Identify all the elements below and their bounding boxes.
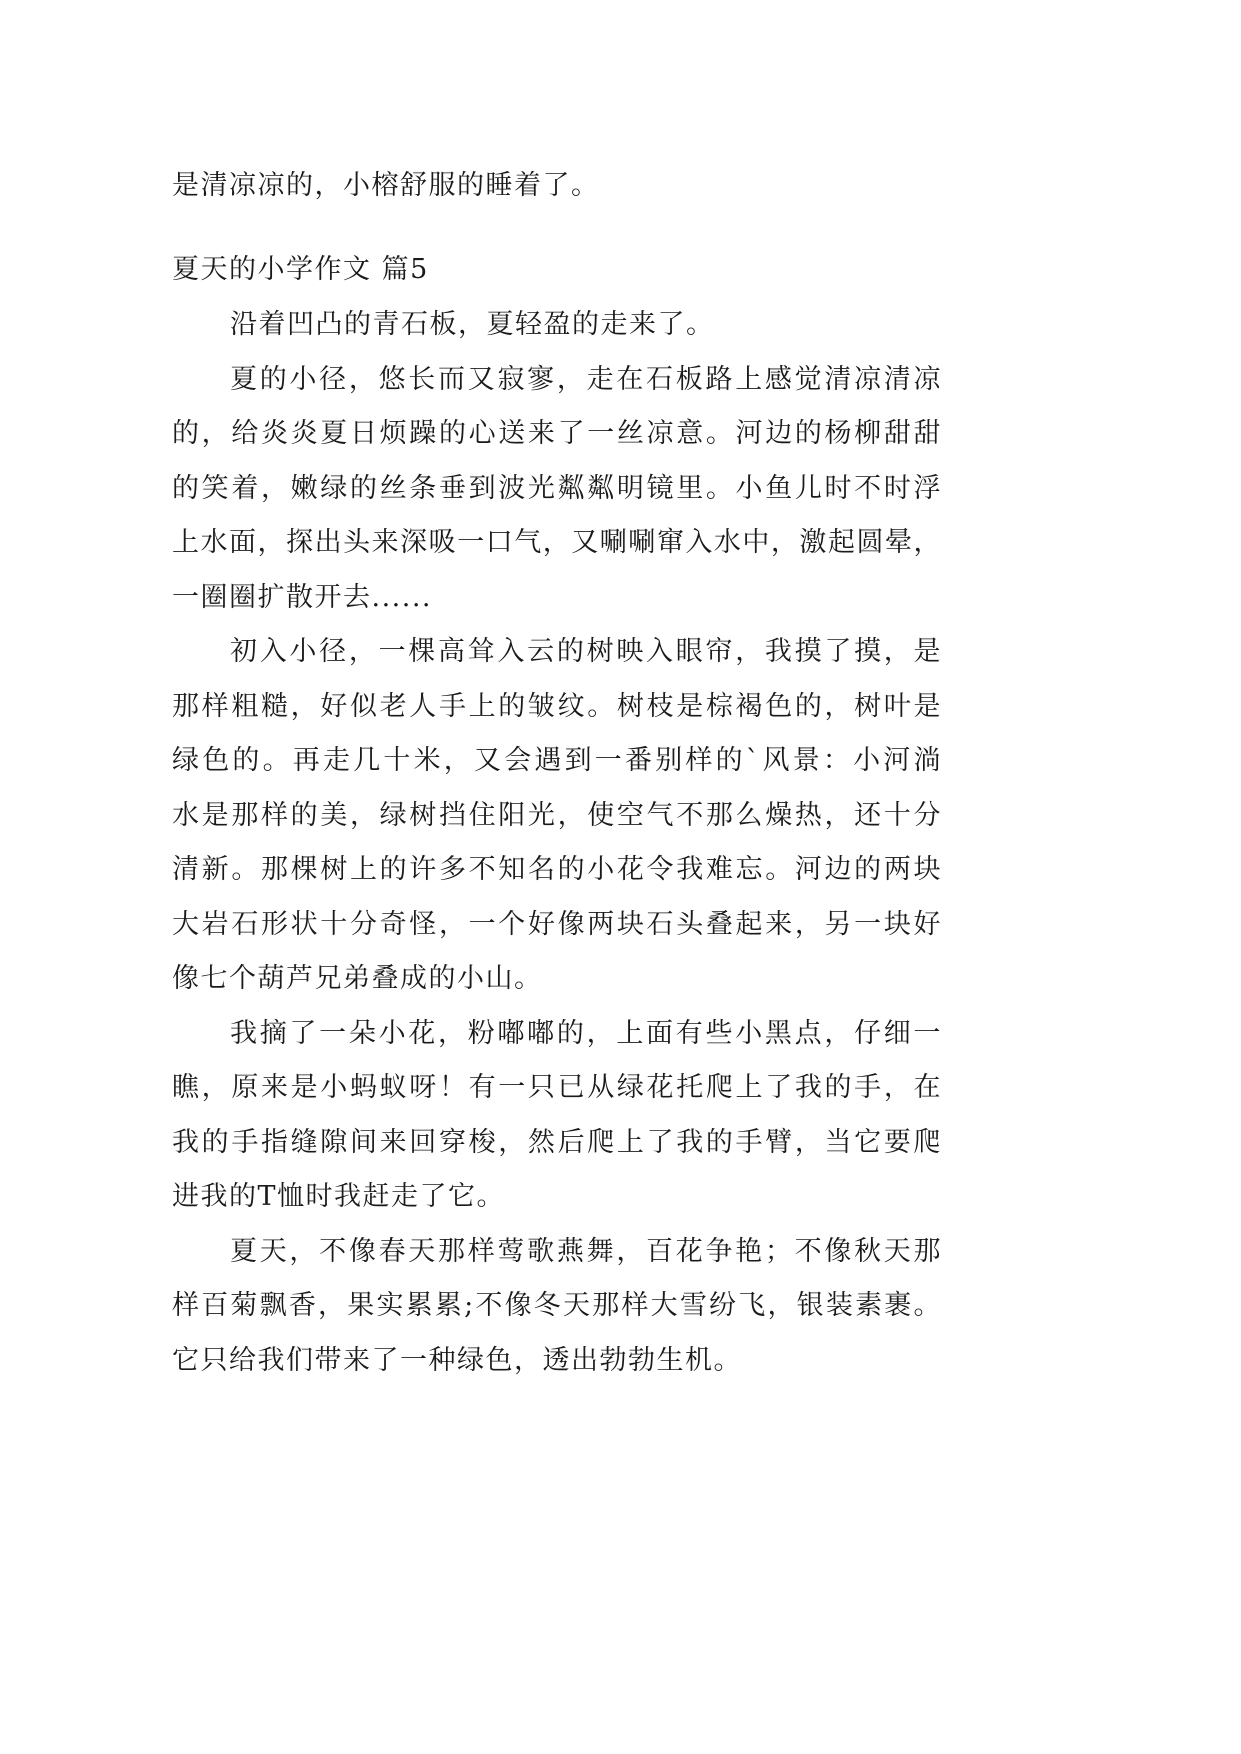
text-line: 一圈圈扩散开去...... [172, 581, 432, 613]
section-heading: 夏天的小学作文 篇5 [172, 254, 429, 285]
text-line: 那样粗糙，好似老人手上的皱纹。树枝是棕褐色的，树叶是 [172, 690, 942, 722]
text-line: 大岩石形状十分奇怪，一个好像两块石头叠起来，另一块好 [172, 908, 942, 940]
text-line: 的，给炎炎夏日烦躁的心送来了一丝凉意。河边的杨柳甜甜 [172, 418, 942, 449]
text-line: 我的手指缝隙间来回穿梭，然后爬上了我的手臂，当它要爬 [172, 1126, 942, 1158]
paragraph [172, 298, 942, 353]
paragraph [172, 353, 942, 626]
text-line: 清新。那棵树上的许多不知名的小花令我难忘。河边的两块 [172, 854, 942, 885]
text-line: 夏的小径，悠长而又寂寥，走在石板路上感觉清凉清凉 [230, 363, 942, 395]
text-line: 夏天，不像春天那样莺歌燕舞，百花争艳；不像秋天那 [230, 1235, 942, 1267]
text-line: 上水面，探出头来深吸一口气，又唰唰窜入水中，激起圆晕， [172, 527, 942, 558]
paragraph [172, 1007, 942, 1225]
text-line: 瞧，原来是小蚂蚁呀！有一只已从绿花托爬上了我的手，在 [172, 1072, 942, 1103]
text-line: 水是那样的美，绿树挡住阳光，使空气不那么燥热，还十分 [172, 799, 942, 831]
text-line: 初入小径，一棵高耸入云的树映入眼帘，我摸了摸，是 [230, 636, 942, 667]
text-line: 是清凉凉的，小榕舒服的睡着了。 [172, 170, 600, 201]
text-line: 我摘了一朵小花，粉嘟嘟的，上面有些小黑点，仔细一 [230, 1017, 942, 1049]
text-line: 它只给我们带来了一种绿色，透出勃勃生机。 [172, 1344, 742, 1376]
text-line: 进我的T恤时我赶走了它。 [172, 1181, 506, 1212]
text-line: 样百菊飘香，果实累累;不像冬天那样大雪纷飞，银装素裹。 [172, 1290, 942, 1321]
text-line: 绿色的。再走几十米，又会遇到一番别样的`风景：小河淌 [172, 745, 942, 776]
text-line: 像七个葫芦兄弟叠成的小山。 [172, 963, 543, 994]
paragraph [172, 625, 942, 1007]
continued-paragraph [172, 159, 942, 214]
text-line: 沿着凹凸的青石板，夏轻盈的走来了。 [230, 309, 715, 340]
section-heading-block [172, 243, 942, 297]
paragraph [172, 1225, 942, 1389]
text-line: 的笑着，嫩绿的丝条垂到波光粼粼明镜里。小鱼儿时不时浮 [172, 472, 942, 504]
essay-body [172, 298, 942, 1388]
